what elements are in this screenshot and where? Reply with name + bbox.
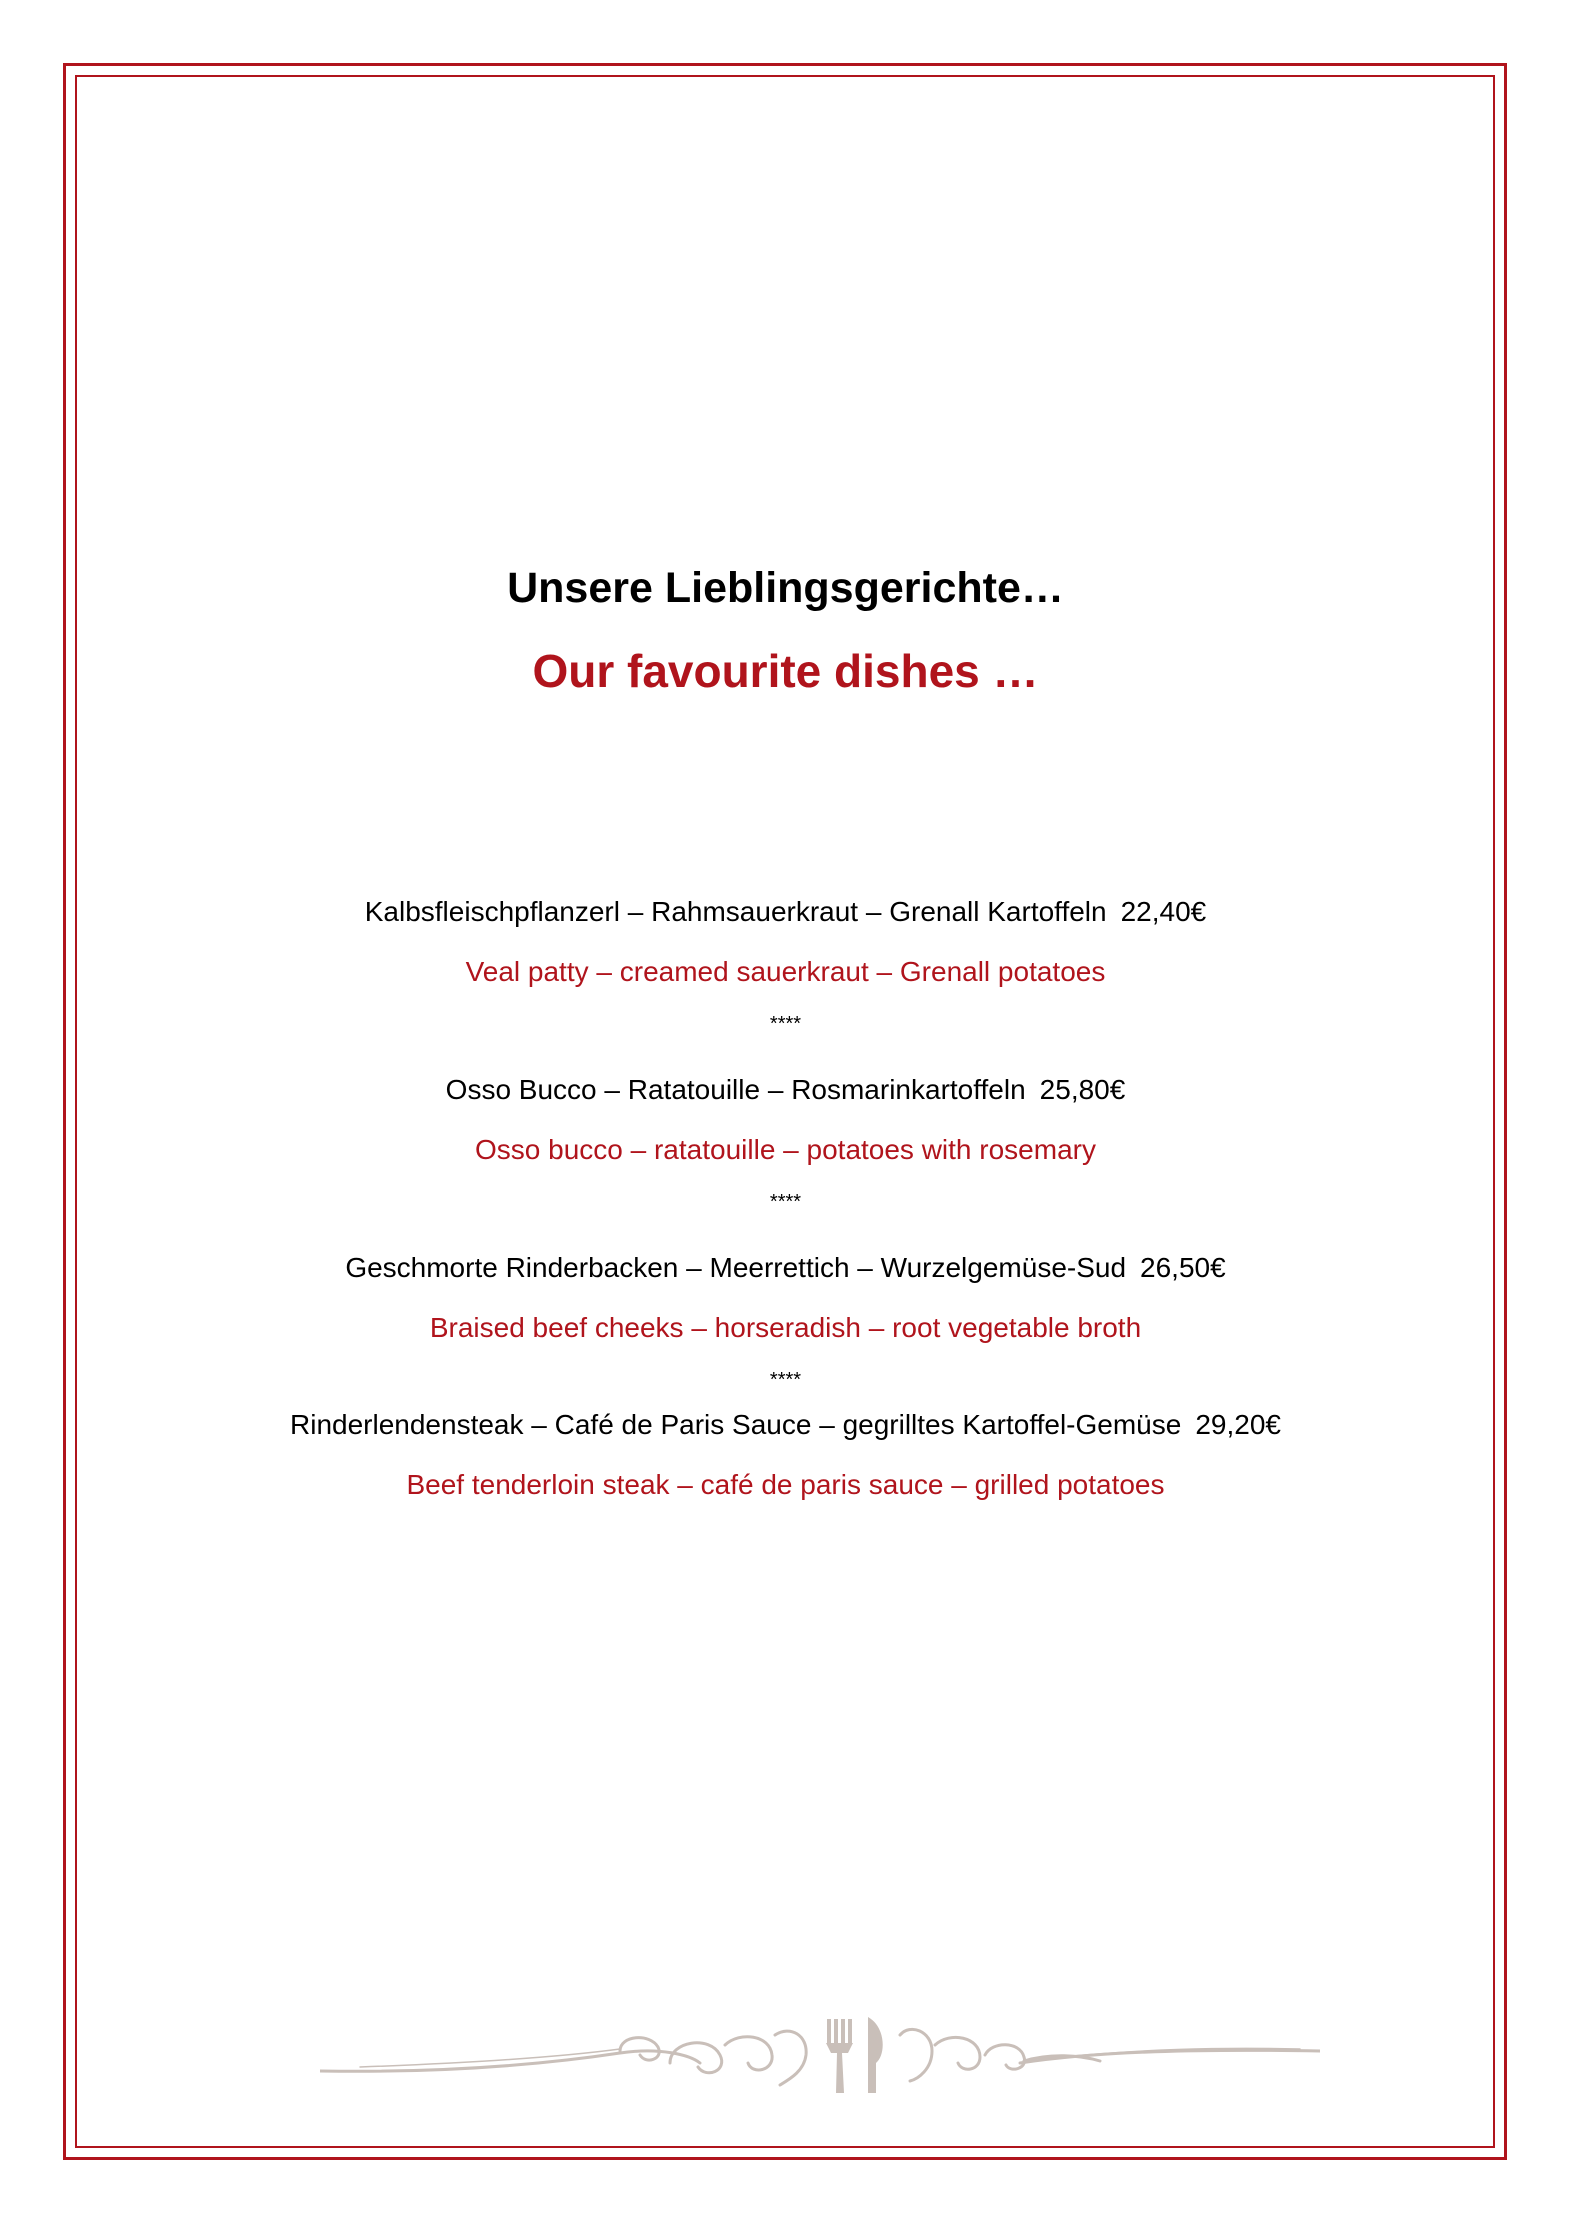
dish-1-german [0,894,1571,930]
dish-1-name-german: Kalbsfleischpflanzerl – Rahmsauerkraut – Grenall Kartoffeln [364,896,1107,927]
dish-2-name-german: Osso Bucco – Ratatouille – Rosmarinkartoffeln [445,1074,1026,1105]
dish-4-name-german: Rinderlendensteak – Café de Paris Sauce – gegrilltes Kartoffel-Gemüse [290,1409,1182,1440]
dish-3-name-german: Geschmorte Rinderbacken – Meerrettich – Wurzelgemüse-Sud [345,1252,1127,1283]
dish-3-german [0,1250,1571,1286]
dish-4-german [0,1407,1571,1443]
dish-3-english: Braised beef cheeks – horseradish – root vegetable broth [429,1312,1142,1343]
separator-2: **** [769,1191,802,1213]
separator-1: **** [769,1013,802,1035]
dish-2-price: 25,80€ [1039,1074,1126,1105]
dish-3-price: 26,50€ [1140,1252,1226,1283]
menu-title-german: Unsere Lieblingsgerichte… [507,564,1064,612]
dish-4-english: Beef tenderloin steak – café de paris sauce – grilled potatoes [406,1469,1165,1500]
dish-1-price: 22,40€ [1120,896,1207,927]
menu-title-english: Our favourite dishes … [532,645,1039,697]
dish-2-english: Osso bucco – ratatouille – potatoes with rosemary [475,1134,1096,1165]
dish-2-german [0,1072,1571,1108]
fork-knife-flourish-icon [320,2005,1320,2105]
dish-4-price: 29,20€ [1195,1409,1281,1440]
dish-1-english: Veal patty – creamed sauerkraut – Grenall potatoes [465,956,1106,987]
separator-3: **** [769,1369,802,1391]
page-border-inner [75,75,1495,2148]
